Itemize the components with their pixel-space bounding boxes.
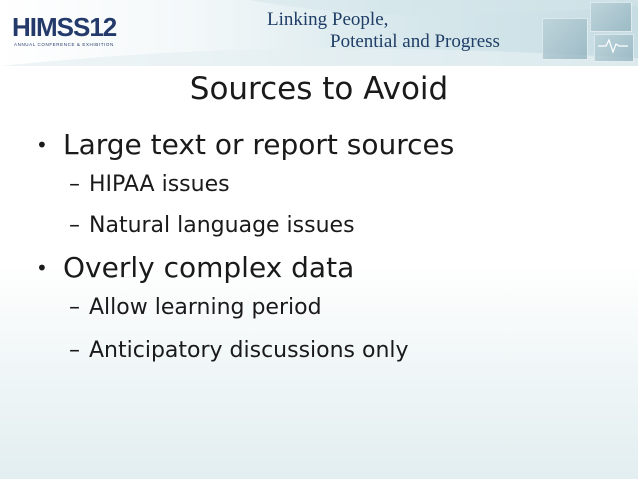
heartbeat-icon	[598, 38, 628, 54]
logo-wordmark	[12, 12, 116, 42]
dash-icon: –	[69, 213, 80, 238]
photo-tile	[542, 18, 588, 60]
slide-title: Sources to Avoid	[189, 71, 449, 107]
photo-tile	[590, 2, 632, 32]
tagline-line1: Linking People,	[267, 9, 389, 30]
header-photo-collage	[520, 0, 638, 64]
logo-number: 12	[89, 12, 117, 42]
bullet-text: Overly complex data	[63, 251, 355, 284]
sub-bullet-text: HIPAA issues	[89, 172, 230, 197]
bullet-icon: •	[36, 133, 48, 157]
bullet-icon: •	[36, 256, 48, 280]
tagline-line2: Potential and Progress	[330, 31, 500, 52]
dash-icon: –	[69, 172, 80, 197]
logo-main-text: HIMSS	[12, 12, 90, 42]
himss-logo	[12, 12, 132, 56]
sub-bullet-text: Natural language issues	[89, 213, 355, 238]
dash-icon: –	[69, 295, 80, 320]
header-banner	[0, 0, 638, 66]
logo-subtitle: ANNUAL CONFERENCE & EXHIBITION	[14, 42, 114, 47]
bullet-text: Large text or report sources	[63, 128, 455, 161]
dash-icon: –	[69, 338, 80, 363]
sub-bullet-text: Allow learning period	[89, 295, 322, 320]
sub-bullet-text: Anticipatory discussions only	[89, 338, 409, 363]
